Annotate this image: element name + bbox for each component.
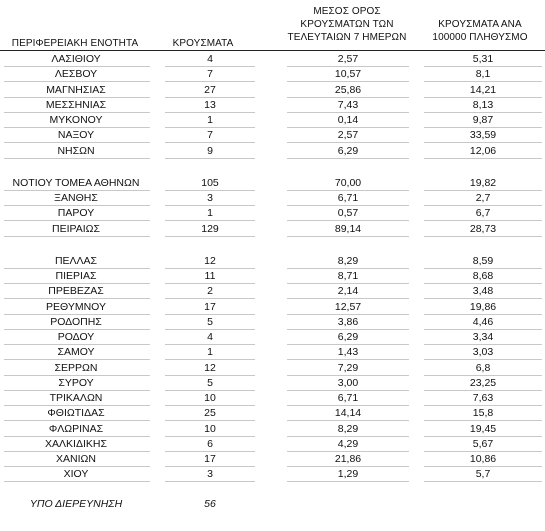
cases-cell: 1: [207, 346, 213, 359]
cases-cell: 6: [207, 437, 213, 450]
average-7day-cell: 70,00: [334, 176, 362, 189]
region-cell: ΡΕΘΥΜΝΟΥ: [45, 300, 106, 313]
column-header-cases-per-100k-line1: ΚΡΟΥΣΜΑΤΑ ΑΝΑ: [438, 19, 522, 30]
cases-cell: 27: [204, 83, 216, 96]
average-7day-cell: 8,29: [337, 422, 359, 435]
under-investigation-label: ΥΠΟ ΔΙΕΡΕΥΝΗΣΗ: [29, 498, 123, 510]
region-cell: ΠΡΕΒΕΖΑΣ: [48, 285, 104, 298]
average-7day-cell: 6,71: [337, 192, 359, 204]
table-row: [0, 437, 545, 452]
average-7day-cell: 2,57: [337, 53, 359, 65]
average-7day-cell: 4,29: [337, 437, 359, 450]
cases-per-100k-cell: 5,67: [472, 437, 494, 450]
average-7day-cell: 7,29: [337, 361, 359, 374]
row-divider: [4, 481, 150, 482]
row-divider: [287, 481, 409, 482]
average-7day-cell: 2,14: [337, 285, 359, 298]
region-cell: ΡΟΔΟΠΗΣ: [50, 315, 102, 328]
table-row: [0, 330, 545, 345]
cases-cell: 12: [204, 254, 216, 267]
cases-per-100k-cell: 4,46: [472, 315, 494, 328]
region-cell: ΝΟΤΙΟΥ ΤΟΜΕΑ ΑΘΗΝΩΝ: [12, 176, 140, 189]
cases-per-100k-cell: 19,82: [469, 176, 497, 189]
cases-per-100k-cell: 3,03: [472, 346, 494, 359]
table-row: [0, 113, 545, 128]
cases-cell: 17: [204, 453, 216, 465]
cases-per-100k-cell: 6,8: [475, 361, 491, 374]
column-header-cases-per-100k: [420, 18, 540, 44]
table-row: [0, 376, 545, 391]
average-7day-cell: 3,86: [337, 315, 359, 328]
row-divider: [4, 158, 150, 159]
region-cell: ΧΑΝΙΩΝ: [56, 453, 96, 465]
cases-cell: 7: [207, 68, 213, 81]
cases-cell: 11: [204, 270, 216, 282]
row-divider: [424, 481, 542, 482]
average-7day-cell: 25,86: [334, 83, 362, 96]
under-investigation-cases: 56: [204, 498, 216, 510]
row-divider: [287, 158, 409, 159]
region-cell: ΣΕΡΡΩΝ: [54, 361, 98, 374]
table-row: [0, 144, 545, 159]
column-header-7day-average: [282, 5, 412, 44]
row-divider: [424, 236, 542, 237]
average-7day-cell: 1,29: [337, 468, 359, 481]
cases-cell: 17: [204, 300, 216, 313]
region-cell: ΠΕΛΛΑΣ: [54, 254, 98, 267]
row-divider: [287, 236, 409, 237]
cases-per-100k-cell: 8,68: [472, 270, 494, 282]
region-cell: ΣΥΡΟΥ: [58, 376, 94, 389]
table-row: [0, 176, 545, 191]
cases-per-100k-cell: 7,63: [472, 392, 494, 404]
cases-cell: 1: [207, 114, 213, 126]
region-cell: ΝΑΞΟΥ: [57, 129, 95, 142]
table-row: [0, 300, 545, 315]
table-header: [0, 0, 545, 50]
cases-per-100k-cell: 5,7: [475, 468, 491, 481]
cases-cell: 9: [207, 144, 213, 157]
cases-per-100k-cell: 19,86: [469, 300, 497, 313]
region-cell: ΠΑΡΟΥ: [57, 207, 95, 220]
region-cell: ΝΗΣΩΝ: [57, 144, 95, 157]
cases-cell: 4: [207, 53, 213, 65]
table-row: [0, 98, 545, 113]
cases-per-100k-cell: 23,25: [469, 376, 497, 389]
cases-per-100k-cell: 3,34: [472, 331, 494, 343]
row-divider: [4, 236, 150, 237]
average-7day-cell: 21,86: [334, 453, 362, 465]
table-row: [0, 128, 545, 143]
cases-cell: 5: [207, 376, 213, 389]
region-cell: ΦΘΙΩΤΙΔΑΣ: [47, 407, 105, 420]
row-divider: [165, 481, 255, 482]
table-row: [0, 222, 545, 237]
cases-per-100k-cell: 33,59: [469, 129, 497, 142]
cases-per-100k-cell: 8,1: [475, 68, 491, 81]
region-cell: ΠΙΕΡΙΑΣ: [55, 270, 97, 282]
average-7day-cell: 2,57: [337, 129, 359, 142]
cases-cell: 10: [204, 422, 216, 435]
region-cell: ΞΑΝΘΗΣ: [54, 192, 98, 204]
region-cell: ΠΕΙΡΑΙΩΣ: [52, 222, 100, 235]
cases-cell: 129: [201, 222, 219, 235]
cases-per-100k-cell: 19,45: [469, 422, 497, 435]
header-divider: [0, 50, 545, 51]
cases-cell: 25: [204, 407, 216, 420]
region-cell: ΜΑΓΝΗΣΙΑΣ: [46, 83, 106, 96]
cases-per-100k-cell: 8,59: [472, 254, 494, 267]
cases-cell: 3: [207, 468, 213, 481]
cases-cell: 3: [207, 192, 213, 204]
cases-cell: 7: [207, 129, 213, 142]
average-7day-cell: 1,43: [337, 346, 359, 359]
cases-cell: 5: [207, 315, 213, 328]
table-row: [0, 467, 545, 482]
cases-cell: 2: [207, 285, 213, 298]
cases-per-100k-cell: 8,13: [472, 98, 494, 111]
average-7day-cell: 6,71: [337, 392, 359, 404]
average-7day-cell: 3,00: [337, 376, 359, 389]
table-row: [0, 391, 545, 406]
row-divider: [424, 158, 542, 159]
row-divider: [165, 236, 255, 237]
average-7day-cell: 12,57: [334, 300, 362, 313]
cases-per-100k-cell: 15,8: [472, 407, 494, 420]
table-row: [0, 254, 545, 269]
cases-per-100k-cell: 9,87: [472, 114, 494, 126]
table-row: [0, 206, 545, 221]
table-row: [0, 315, 545, 330]
table-row: [0, 284, 545, 299]
average-7day-cell: 8,29: [337, 254, 359, 267]
cases-per-100k-cell: 12,06: [469, 144, 497, 157]
region-cell: ΜΥΚΟΝΟΥ: [49, 114, 103, 126]
table-row: [0, 452, 545, 467]
cases-cell: 13: [204, 98, 216, 111]
cases-cell: 1: [207, 207, 213, 220]
region-cell: ΛΑΣΙΘΙΟΥ: [51, 53, 101, 65]
table-row: [0, 422, 545, 437]
table-row: [0, 67, 545, 82]
cases-cell: 105: [201, 176, 219, 189]
cases-per-100k-cell: 14,21: [469, 83, 497, 96]
cases-cell: 4: [207, 331, 213, 343]
average-7day-cell: 8,71: [337, 270, 359, 282]
cases-cell: 12: [204, 361, 216, 374]
cases-per-100k-cell: 5,31: [472, 53, 494, 65]
cases-per-100k-cell: 10,86: [469, 453, 497, 465]
cases-per-100k-cell: 28,73: [469, 222, 497, 235]
average-7day-cell: 14,14: [334, 407, 362, 420]
column-header-7day-average-line2: ΚΡΟΥΣΜΑΤΩΝ ΤΩΝ: [300, 19, 394, 30]
region-cell: ΦΛΩΡΙΝΑΣ: [48, 422, 104, 435]
average-7day-cell: 0,14: [337, 114, 359, 126]
column-header-7day-average-line3: ΤΕΛΕΥΤΑΙΩΝ 7 ΗΜΕΡΩΝ: [287, 32, 407, 43]
region-cell: ΤΡΙΚΑΛΩΝ: [49, 392, 103, 404]
cases-per-100k-cell: 2,7: [475, 192, 491, 204]
average-7day-cell: 0,57: [337, 207, 359, 220]
region-cell: ΧΙΟΥ: [63, 468, 89, 481]
table-row: [0, 191, 545, 206]
under-investigation-row: [0, 497, 545, 512]
region-cell: ΧΑΛΚΙΔΙΚΗΣ: [45, 437, 107, 450]
table-row: [0, 361, 545, 376]
column-header-cases: ΚΡΟΥΣΜΑΤΑ: [172, 38, 234, 49]
table-row: [0, 345, 545, 360]
column-header-7day-average-line1: ΜΕΣΟΣ ΟΡΟΣ: [313, 6, 381, 17]
row-divider: [165, 158, 255, 159]
cases-cell: 10: [204, 392, 216, 404]
table-row: [0, 269, 545, 284]
average-7day-cell: 6,29: [337, 331, 359, 343]
region-cell: ΣΑΜΟΥ: [57, 346, 95, 359]
column-header-region: ΠΕΡΙΦΕΡΕΙΑΚΗ ΕΝΟΤΗΤΑ: [11, 38, 139, 49]
average-7day-cell: 89,14: [334, 222, 362, 235]
region-cell: ΡΟΔΟΥ: [57, 331, 95, 343]
average-7day-cell: 6,29: [337, 144, 359, 157]
average-7day-cell: 10,57: [334, 68, 362, 81]
table-row: [0, 406, 545, 421]
cases-per-100k-cell: 6,7: [475, 207, 491, 220]
column-header-cases-per-100k-line2: 100000 ΠΛΗΘΥΣΜΟ: [432, 32, 528, 43]
average-7day-cell: 7,43: [337, 98, 359, 111]
cases-per-100k-cell: 3,48: [472, 285, 494, 298]
region-cell: ΛΕΣΒΟΥ: [54, 68, 98, 81]
table-row: [0, 83, 545, 98]
table-row: [0, 52, 545, 67]
region-cell: ΜΕΣΣΗΝΙΑΣ: [45, 98, 107, 111]
